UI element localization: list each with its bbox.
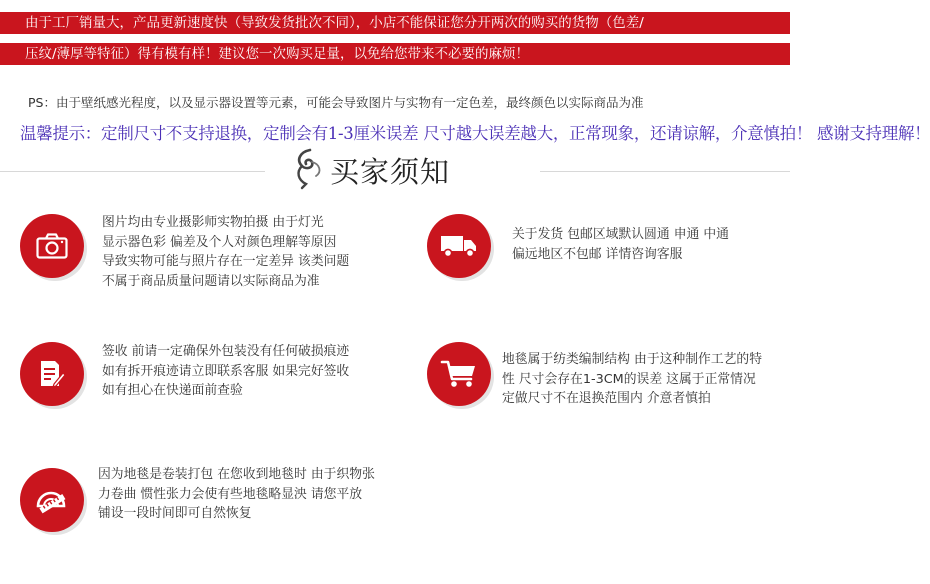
swirl-logo-icon xyxy=(292,146,326,190)
notice-banner-line-2: 压纹/薄厚等特征）得有模有样！建议您一次购买足量，以免给您带来不必要的麻烦！ xyxy=(0,43,790,65)
notice-line: 偏远地区不包邮 详情咨询客服 xyxy=(512,246,683,262)
protractor-ruler-icon xyxy=(35,484,69,516)
warm-tips: 温馨提示：定制尺寸不支持退换，定制会有1-3厘米误差 尺寸越大误差越大，正常现象，还请谅解，介意慎拍！ 感谢支持理解！ xyxy=(20,124,930,143)
truck-icon xyxy=(440,234,478,258)
notice-photo-color xyxy=(102,213,349,291)
notice-line: 导致实物可能与照片存在一定差异 该类问题 xyxy=(102,254,350,269)
notice-shipping xyxy=(512,225,729,264)
shopping-cart-icon xyxy=(441,359,477,389)
cart-badge xyxy=(427,342,491,406)
color-difference-note: PS：由于壁纸感光程度，以及显示器设置等元素，可能会导致图片与实物有一定色差，最终颜色以实际商品为准 xyxy=(28,95,644,110)
notice-line: 如有拆开痕迹请立即联系客服 如果完好签收 xyxy=(102,363,350,379)
roll-badge xyxy=(20,468,84,532)
notice-size-error xyxy=(502,350,762,409)
notice-signing xyxy=(102,342,349,401)
camera-icon xyxy=(36,233,68,259)
divider-left xyxy=(0,171,265,172)
notice-line: 定做尺寸不在退换范围内 介意者慎拍 xyxy=(502,391,711,406)
notice-line: 如有担心在快递面前查验 xyxy=(102,383,243,398)
divider-right xyxy=(540,171,790,172)
sign-badge xyxy=(20,342,84,406)
notice-banner-line-1: 由于工厂销量大，产品更新速度快（导致发货批次不同），小店不能保证您分开两次的购买的货物（色差/ xyxy=(0,12,790,34)
truck-badge xyxy=(427,214,491,278)
notice-line: 不属于商品质量问题请以实际商品为准 xyxy=(102,273,320,289)
notice-line: 因为地毯是卷装打包 在您收到地毯时 由于织物张 xyxy=(98,467,375,482)
notice-line: 铺设一段时间即可自然恢复 xyxy=(98,506,252,521)
page-heading: 买家须知 xyxy=(330,155,451,189)
notice-line: 图片均由专业摄影师实物拍摄 由于灯光 xyxy=(102,215,324,230)
sign-document-icon xyxy=(38,359,66,389)
notice-line: 显示器色彩 偏差及个人对颜色理解等原因 xyxy=(102,234,337,250)
notice-line: 性 尺寸会存在1-3CM的误差 这属于正常情况 xyxy=(502,371,756,387)
notice-line: 关于发货 包邮区域默认圆通 申通 中通 xyxy=(512,227,729,242)
notice-line: 力卷曲 惯性张力会使有些地毯略显泱 请您平放 xyxy=(98,486,363,502)
camera-badge xyxy=(20,214,84,278)
notice-rolled-carpet xyxy=(98,465,375,524)
notice-line: 地毯属于纺类编制结构 由于这种制作工艺的特 xyxy=(502,352,763,367)
notice-line: 签收 前请一定确保外包装没有任何破损痕迹 xyxy=(102,344,350,359)
